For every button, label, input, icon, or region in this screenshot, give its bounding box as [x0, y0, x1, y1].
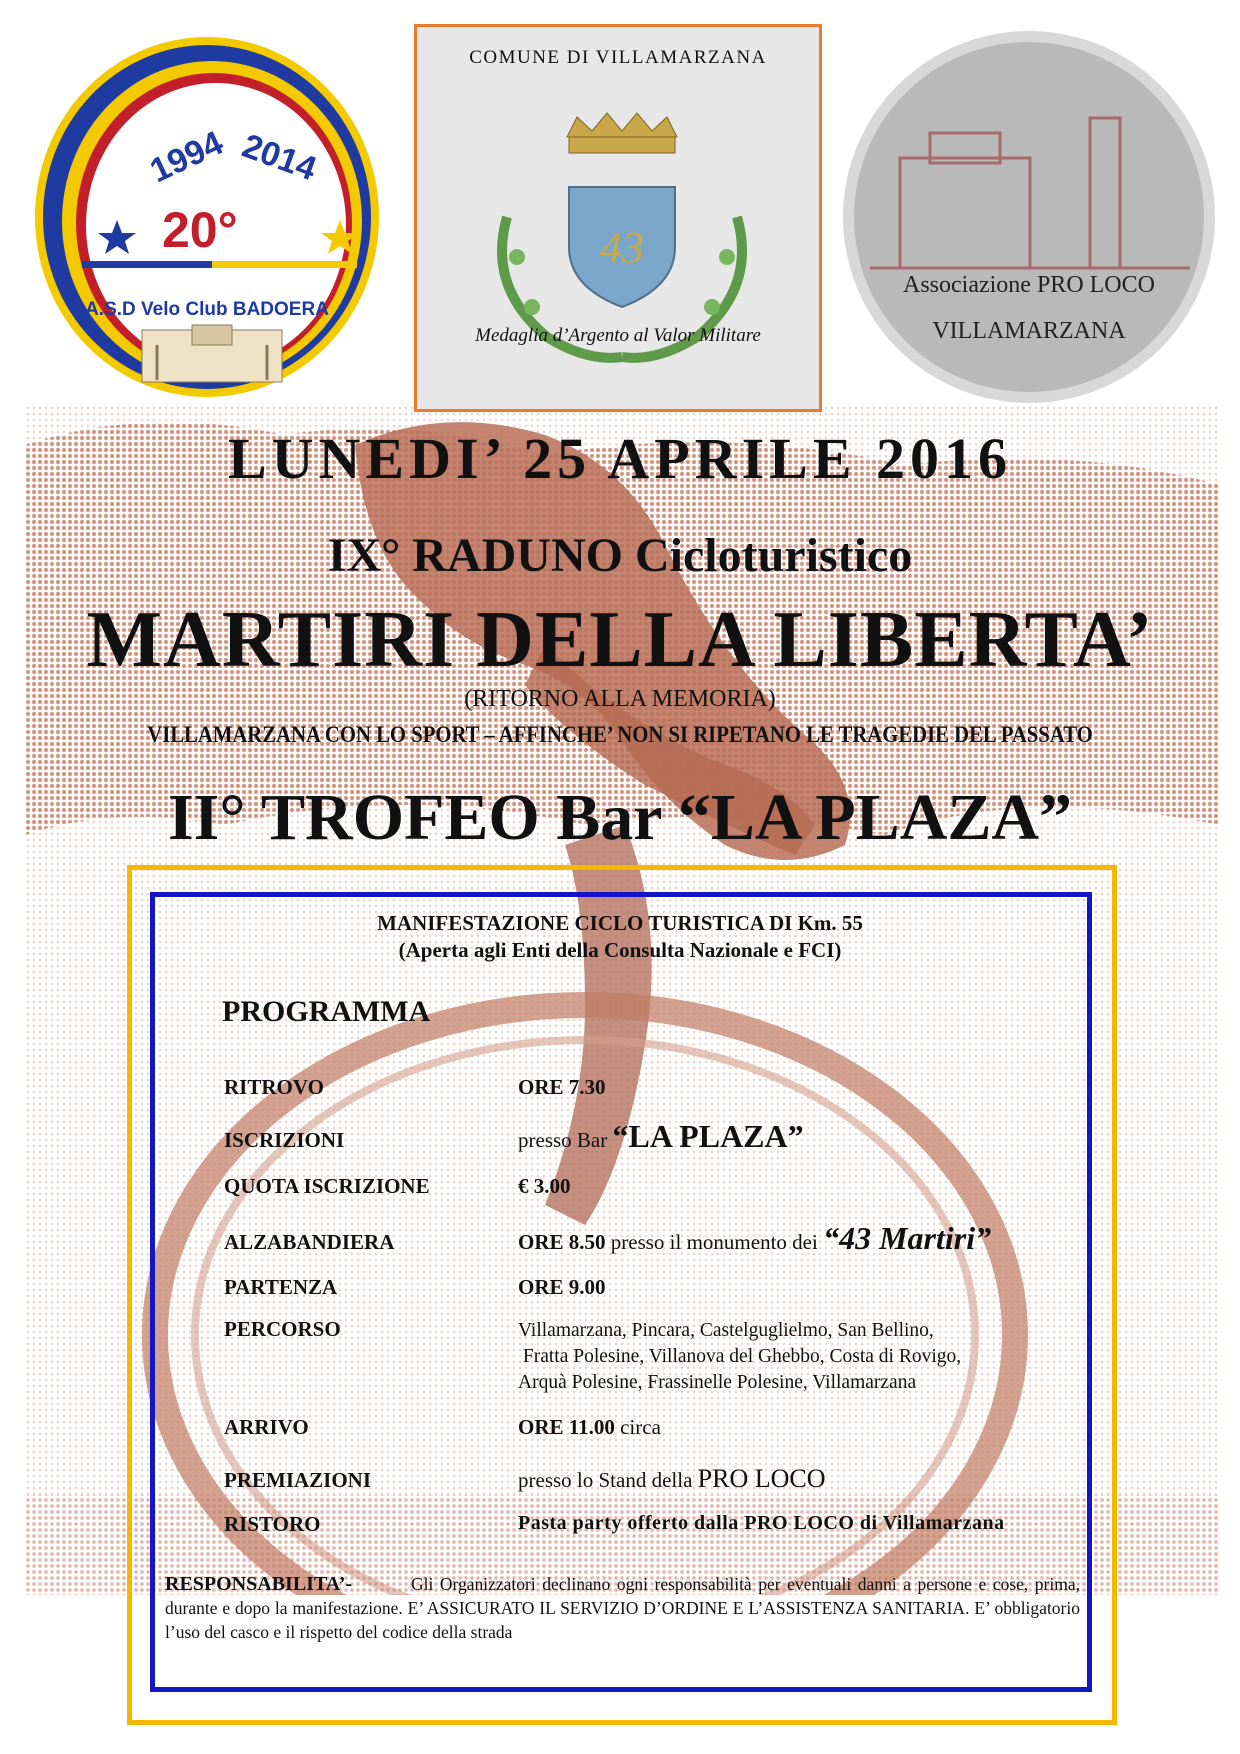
club-name: A.S.D Velo Club BADOERA — [85, 299, 329, 320]
iscrizioni-label: ISCRIZIONI — [224, 1128, 345, 1152]
partenza-value: ORE 9.00 — [518, 1275, 606, 1299]
responsibility-note — [165, 1572, 1080, 1644]
ritrovo-value: ORE 7.30 — [518, 1075, 606, 1099]
ristoro-label: RISTORO — [224, 1512, 321, 1536]
quota-label: QUOTA ISCRIZIONE — [224, 1174, 430, 1198]
pro-loco-logo — [840, 28, 1218, 406]
raduno-title: IX° RADUNO Cicloturistico — [327, 529, 913, 582]
arrivo-value: ORE 11.00 circa — [518, 1415, 661, 1439]
premiazioni-value: presso lo Stand della PRO LOCO — [518, 1464, 826, 1493]
comune-villamarzana-crest — [414, 24, 822, 412]
event-description — [0, 910, 1240, 964]
logo-anniversary: 20° — [162, 202, 238, 258]
arrivo-label: ARRIVO — [224, 1415, 309, 1439]
crest-motto: Medaglia d’Argento al Valor Militare — [475, 325, 761, 346]
alzabandiera-value: ORE 8.50 presso il monumento dei “43 Martiri” — [518, 1220, 992, 1256]
partenza-label: PARTENZA — [224, 1275, 338, 1299]
event-date: LUNEDI’ 25 APRILE 2016 — [227, 426, 1013, 491]
pro-loco-line1: Associazione PRO LOCO — [903, 272, 1155, 298]
main-title: MARTIRI DELLA LIBERTA’ — [86, 596, 1154, 684]
velo-club-badoera-logo — [22, 25, 392, 410]
quota-value: € 3.00 — [518, 1174, 571, 1198]
crest-number: 43 — [600, 223, 644, 272]
logo-year-end: 2014 — [237, 126, 322, 189]
trofeo-title: II° TROFEO Bar “LA PLAZA” — [167, 781, 1073, 854]
subtitle: (RITORNO ALLA MEMORIA) — [464, 686, 776, 712]
event-line1: MANIFESTAZIONE CICLO TURISTICA DI Km. 55 — [377, 911, 863, 935]
alzabandiera-label: ALZABANDIERA — [224, 1230, 395, 1254]
slogan: VILLAMARZANA CON LO SPORT – AFFINCHE’ NON SI RIPETANO LE TRAGEDIE DEL PASSATO — [147, 722, 1093, 747]
iscrizioni-value: presso Bar “LA PLAZA” — [518, 1118, 804, 1154]
responsibility-label: RESPONSABILITA’- — [165, 1573, 353, 1595]
pro-loco-line2: VILLAMARZANA — [932, 318, 1126, 344]
bar-name: “LA PLAZA” — [612, 1118, 804, 1154]
percorso-value: Villamarzana, Pincara, Castelguglielmo, San Bellino, Fratta Polesine, Villanova del Ghebbo, Costa di Rovigo, Arquà Polesine, Frassinelle Polesine, Villamarzana — [518, 1320, 962, 1393]
event-line2: (Aperta agli Enti della Consulta Nazionale e FCI) — [398, 938, 842, 962]
programma-heading: PROGRAMMA — [222, 995, 431, 1028]
percorso-label: PERCORSO — [224, 1317, 341, 1341]
ristoro-value: Pasta party offerto dalla PRO LOCO di Villamarzana — [518, 1512, 1005, 1534]
crest-header: COMUNE DI VILLAMARZANA — [469, 47, 767, 68]
ritrovo-label: RITROVO — [224, 1075, 324, 1099]
logo-year-start: 1994 — [144, 123, 229, 191]
premiazioni-label: PREMIAZIONI — [224, 1468, 372, 1492]
responsibility-text: Gli Organizzatori declinano ogni responsabilità per eventuali danni a persone e cose, prima, durante e dopo la manifestazione. E’ ASSICURATO IL SERVIZIO D’ORDINE E L’ASSISTENZA SANITARIA. E’ obbligatorio l’uso del casco e il rispetto del codice della strada — [165, 1574, 1081, 1642]
